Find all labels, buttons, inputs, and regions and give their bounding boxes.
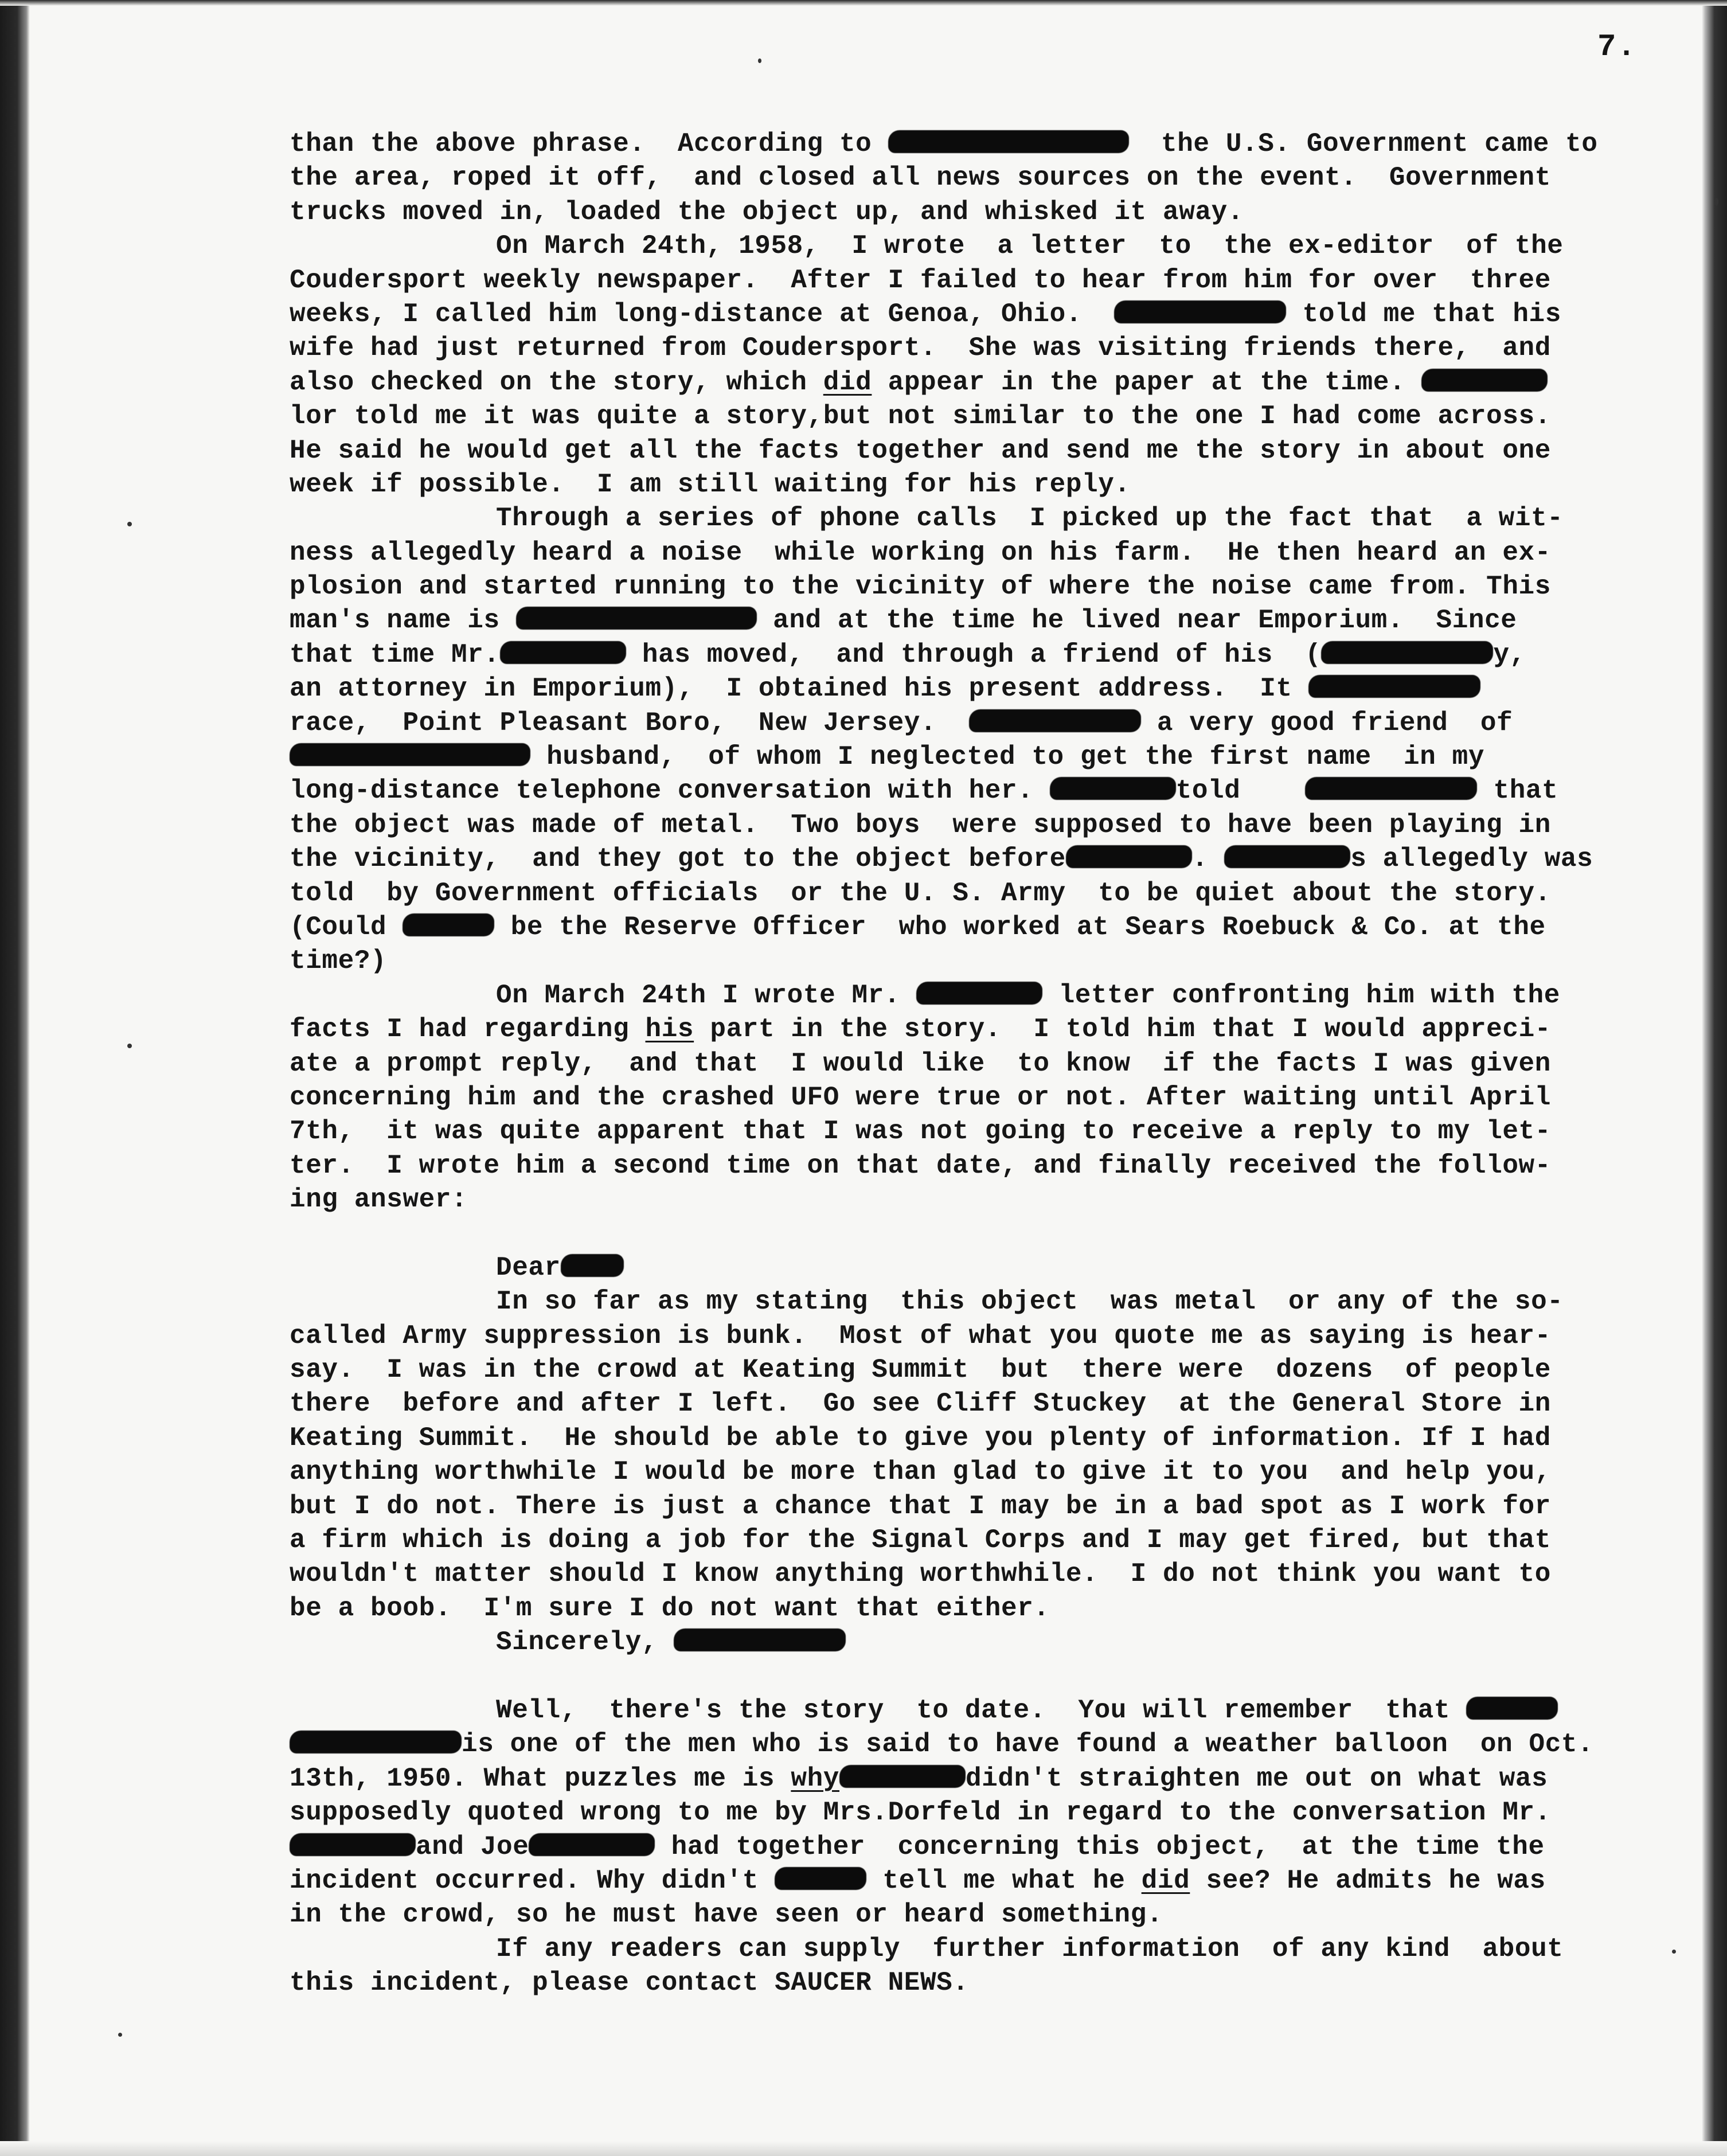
scan-speck [127, 522, 132, 526]
text-line: an attorney in Emporium), I obtained his present address. It [290, 672, 1654, 706]
scan-edge-bottom [0, 2141, 1727, 2156]
text-line: concerning him and the crashed UFO were true or not. After waiting until April [290, 1082, 1551, 1112]
text-line: in the crowd, so he must have seen or heard something. [290, 1900, 1163, 1930]
redaction-block [1466, 1697, 1558, 1720]
text-line: lor told me it was quite a story,but not similar to the one I had come across. [290, 401, 1551, 432]
text-line: 13th, 1950. What puzzles me is why didn't straighten me out on what was [290, 1763, 1548, 1794]
text-line: He said he would get all the facts together and send me the story in about one [290, 435, 1551, 466]
text-line: (Could be the Reserve Officer who worked at Sears Roebuck & Co. at the [290, 912, 1546, 942]
text-line: be a boob. I'm sure I do not want that either. [290, 1593, 1050, 1623]
text-line: husband, of whom I neglected to get the first name in my [290, 740, 1654, 774]
text-line: called Army suppression is bunk. Most of what you quote me as saying is hear- [290, 1321, 1551, 1351]
text-line: long-distance telephone conversation with her. told that [290, 776, 1558, 806]
text-line: ter. I wrote him a second time on that date, and finally received the follow- [290, 1150, 1551, 1181]
text-line: supposedly quoted wrong to me by Mrs.Dorfeld in regard to the conversation Mr. [290, 1798, 1551, 1828]
text-line: say. I was in the crowd at Keating Summit but there were dozens of people [290, 1355, 1551, 1385]
redaction-block [516, 607, 757, 630]
text-line: week if possible. I am still waiting for his reply. [290, 469, 1131, 499]
text-line: the object was made of metal. Two boys were supposed to have been playing in [290, 810, 1551, 840]
redaction-block [561, 1254, 624, 1277]
text-line: trucks moved in, loaded the object up, and whisked it away. [290, 197, 1244, 227]
text-line: told by Government officials or the U. S. Army to be quiet about the story. [290, 878, 1551, 908]
text-line: facts I had regarding his part in the story. I told him that I would appreci- [290, 1014, 1551, 1045]
text-line: Sincerely, [290, 1626, 1654, 1659]
redaction-block [290, 1731, 462, 1753]
text-line: ate a prompt reply, and that I would like to know if the facts I was given [290, 1048, 1551, 1079]
redaction-block [839, 1765, 966, 1788]
text-line: Keating Summit. He should be able to give you plenty of information. If I had [290, 1423, 1551, 1453]
body-text [290, 127, 1654, 2000]
redaction-block [1224, 845, 1350, 868]
text-line: than the above phrase. According to the U.S. Government came to [290, 129, 1598, 159]
text-line: also checked on the story, which did appear in the paper at the time. [290, 366, 1654, 400]
blank-line [290, 1217, 1654, 1251]
text-line: wouldn't matter should I know anything worthwhile. I do not think you want to [290, 1559, 1551, 1589]
text-line: Dear [290, 1251, 1654, 1285]
text-line: the vicinity, and they got to the object before . s allegedly was [290, 844, 1593, 874]
text-line: Through a series of phone calls I picked up the fact that a wit- [496, 503, 1564, 534]
text-line: anything worthwhile I would be more than glad to give it to you and help you, [290, 1457, 1551, 1487]
text-line: there before and after I left. Go see Cliff Stuckey at the General Store in [290, 1389, 1551, 1419]
text-line: man's name is and at the time he lived near Emporium. Since [290, 606, 1517, 636]
text-line: wife had just returned from Coudersport. She was visiting friends there, and [290, 333, 1551, 364]
text-line: On March 24th I wrote Mr. letter confronting him with the [496, 980, 1560, 1010]
scan-edge-top [0, 0, 1727, 6]
text-line: this incident, please contact SAUCER NEWS. [290, 1968, 969, 1998]
text-line: ness allegedly heard a noise while working on his farm. He then heard an ex- [290, 537, 1551, 568]
text-line: plosion and started running to the vicinity of where the noise came from. This [290, 572, 1551, 602]
text-line: that time Mr. has moved, and through a friend of his ( y, [290, 639, 1526, 670]
text-line: is one of the men who is said to have found a weather balloon on Oct. [290, 1728, 1654, 1761]
redaction-block [1066, 845, 1192, 868]
redaction-block [1308, 675, 1480, 698]
redaction-block [969, 709, 1141, 732]
page-number: 7. [1597, 30, 1637, 65]
text-line: Well, there's the story to date. You will remember that [290, 1694, 1654, 1728]
redaction-block [888, 130, 1129, 153]
redaction-block [500, 641, 626, 664]
redaction-block [674, 1628, 846, 1651]
text-line: Coudersport weekly newspaper. After I failed to hear from him for over three [290, 265, 1551, 295]
text-line: time?) [290, 946, 387, 977]
redaction-block [1305, 777, 1477, 800]
text-line: If any readers can supply further information of any kind about [496, 1934, 1564, 1964]
scan-edge-right [1702, 0, 1727, 2156]
redaction-block [1114, 300, 1286, 323]
text-line: ing answer: [290, 1185, 468, 1215]
text-line: the area, roped it off, and closed all news sources on the event. Government [290, 163, 1551, 193]
text-line: weeks, I called him long-distance at Genoa, Ohio. told me that his [290, 299, 1561, 329]
scan-speck [127, 1044, 132, 1048]
redaction-block [403, 913, 494, 936]
redaction-block [775, 1867, 866, 1890]
text-line: race, Point Pleasant Boro, New Jersey. a very good friend of [290, 708, 1513, 738]
text-line: but I do not. There is just a chance that I may be in a bad spot as I work for [290, 1491, 1551, 1521]
scan-speck [118, 2033, 122, 2037]
scan-speck [1672, 1950, 1676, 1954]
redaction-block [290, 743, 530, 766]
redaction-block [1321, 641, 1493, 664]
text-line: 7th, it was quite apparent that I was not going to receive a reply to my let- [290, 1116, 1551, 1147]
redaction-block [916, 982, 1042, 1005]
text-line: a firm which is doing a job for the Signal Corps and I may get fired, but that [290, 1525, 1551, 1556]
scan-edge-left [0, 0, 30, 2156]
scan-speck [1714, 198, 1718, 206]
text-line: incident occurred. Why didn't tell me what he did see? He admits he was [290, 1865, 1546, 1896]
text-line: and Joe had together concerning this object, at the time the [290, 1830, 1654, 1864]
redaction-block [1050, 777, 1176, 800]
redaction-block [529, 1833, 655, 1856]
redaction-block [1421, 369, 1548, 392]
scan-speck [758, 58, 761, 63]
text-line: On March 24th, 1958, I wrote a letter to the ex-editor of the [496, 231, 1564, 261]
text-line: In so far as my stating this object was metal or any of the so- [496, 1287, 1564, 1317]
blank-line [290, 1660, 1654, 1694]
redaction-block [290, 1833, 416, 1856]
